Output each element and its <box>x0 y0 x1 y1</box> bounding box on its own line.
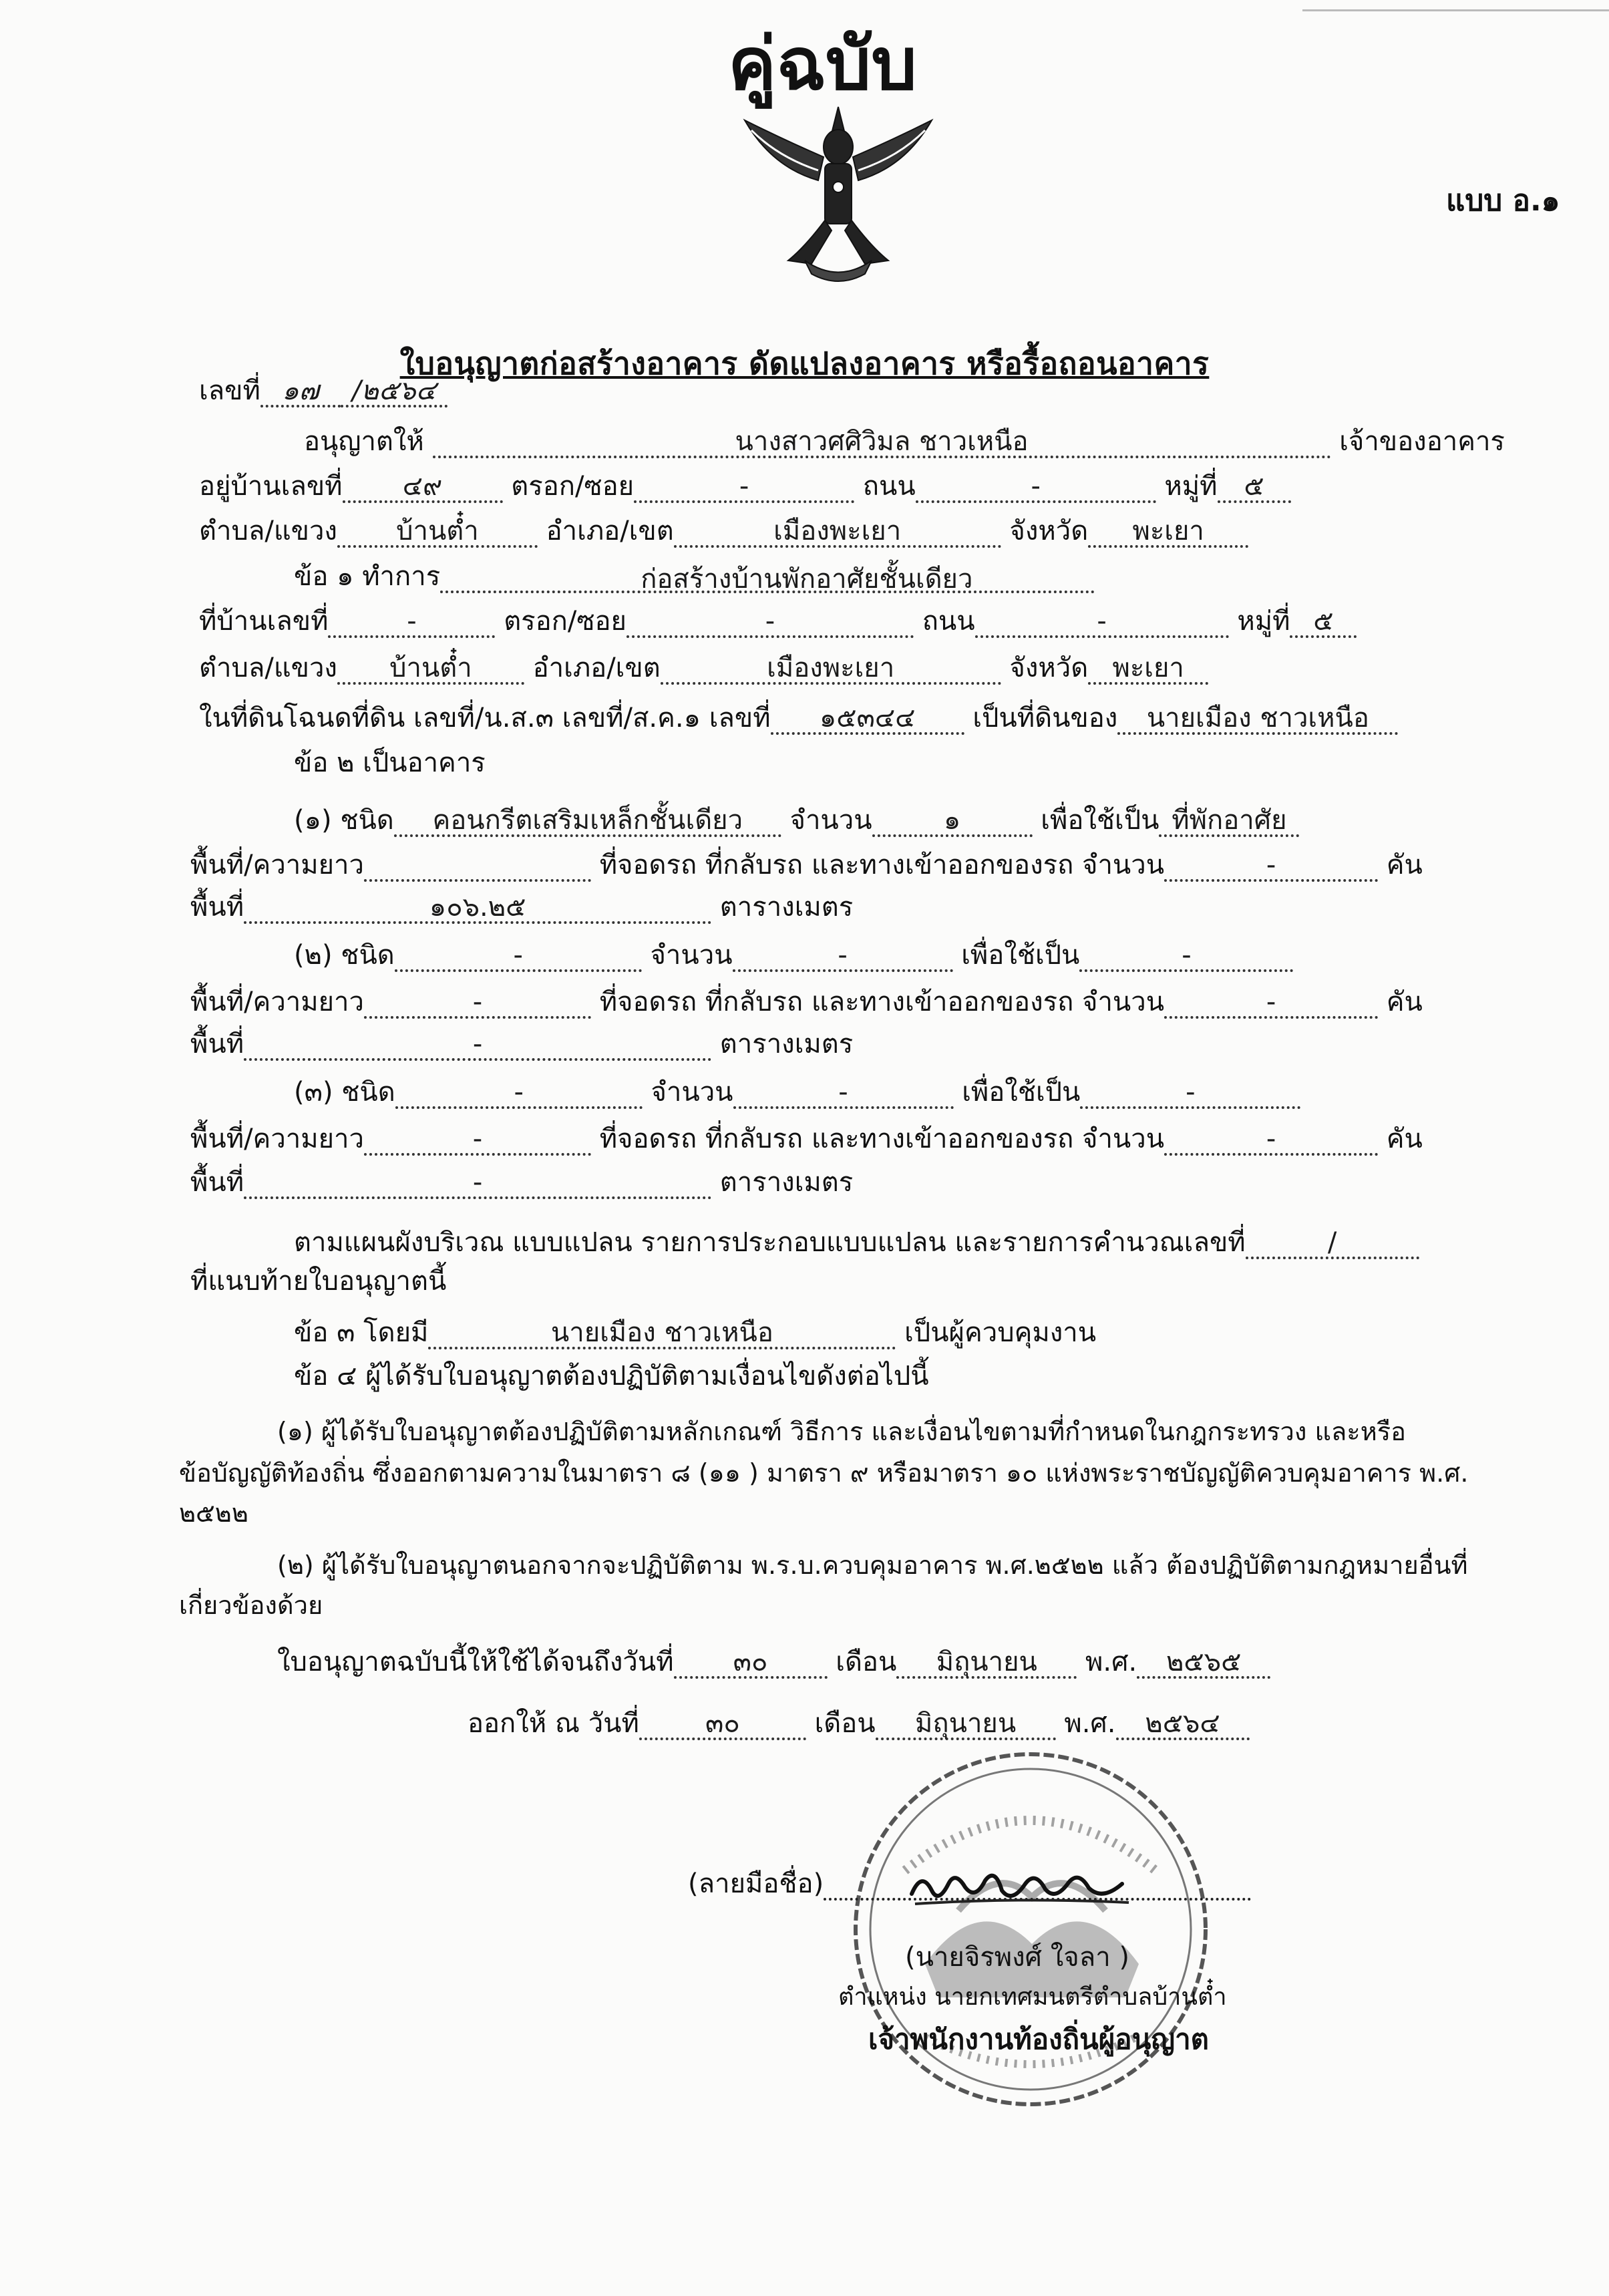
site-moo-label: หมู่ที่ <box>1237 606 1290 637</box>
land-label: ในที่ดินโฉนดที่ดิน เลขที่/น.ส.๓ เลขที่/ส.ค.๑ เลขที่ <box>199 703 771 733</box>
building1-type: คอนกรีตเสริมเหล็กชั้นเดียว <box>394 804 781 837</box>
issued-row <box>468 1707 1250 1740</box>
building1-use: ที่พักอาศัย <box>1159 804 1299 837</box>
permit-number-row <box>199 374 448 407</box>
valid-until-label: ใบอนุญาตฉบับนี้ให้ใช้ได้จนถึงวันที่ <box>277 1647 674 1677</box>
clause2-label: ข้อ ๒ เป็นอาคาร <box>294 748 486 778</box>
condition2-line2: เกี่ยวข้องด้วย <box>179 1591 323 1620</box>
district-label: อำเภอ/เขต <box>546 516 674 546</box>
grantee-row <box>304 425 1505 458</box>
province-label: จังหวัด <box>1009 516 1089 546</box>
alley-label: ตรอก/ซอย <box>511 471 635 502</box>
site-address-row1 <box>199 605 1357 638</box>
building2-parking: - <box>1164 985 1378 1019</box>
building3-row1 <box>294 1076 1300 1109</box>
house-number-value: ๔๙ <box>343 470 503 503</box>
building3-arealen-label: พื้นที่/ความยาว <box>190 1124 364 1154</box>
grantee-label: อนุญาตให้ <box>304 426 424 457</box>
building2-qty-label: จำนวน <box>650 940 733 971</box>
road-label: ถนน <box>862 471 916 502</box>
building3-row3 <box>190 1166 853 1199</box>
building1-car-unit: คัน <box>1386 850 1423 880</box>
owner-address-row1 <box>199 470 1291 503</box>
grantee-name: นางสาวศศิวิมล ชาวเหนือ <box>433 425 1331 458</box>
building2-car-unit: คัน <box>1386 987 1423 1017</box>
site-moo-value: ๕ <box>1290 605 1357 638</box>
building2-area-unit: ตารางเมตร <box>719 1029 854 1059</box>
site-province-label: จังหวัด <box>1009 653 1089 683</box>
subdistrict-label: ตำบล/แขวง <box>199 516 337 546</box>
building3-parking: - <box>1164 1122 1378 1156</box>
building3-car-unit: คัน <box>1386 1124 1423 1154</box>
building1-use-label: เพื่อใช้เป็น <box>1041 805 1159 836</box>
issued-year: ๒๕๖๔ <box>1116 1707 1250 1740</box>
document-title: ใบอนุญาตก่อสร้างอาคาร ดัดแปลงอาคาร หรือรื้อถอนอาคาร <box>399 345 1210 381</box>
copy-label: คู่ฉบับ <box>728 23 917 106</box>
house-number-label: อยู่บ้านเลขที่ <box>199 471 343 502</box>
valid-day: ๓๐ <box>674 1645 828 1679</box>
building1-row2 <box>190 848 1423 882</box>
land-owner-label: เป็นที่ดินของ <box>972 703 1118 733</box>
building1-parking-label: ที่จอดรถ ที่กลับรถ และทางเข้าออกของรถ จำนวน <box>599 850 1165 880</box>
valid-year: ๒๕๖๕ <box>1137 1645 1270 1679</box>
issued-month: มิถุนายน <box>876 1707 1056 1740</box>
subdistrict-value: บ้านต๋ำ <box>337 514 538 548</box>
site-house-value: - <box>328 605 495 638</box>
handwritten-signature <box>902 1857 1142 1917</box>
alley-value: - <box>634 470 854 503</box>
condition1-line2: ข้อบัญญัติท้องถิ่น ซึ่งออกตามความในมาตรา ๘ (๑๑ ) มาตรา ๙ หรือมาตรา ๑๐ แห่งพระราชบัญญัติควบคุมอาคาร พ.ศ. <box>179 1458 1469 1488</box>
building2-row2 <box>190 985 1423 1019</box>
signer-position-label: ตำแหน่ง <box>838 1983 927 2011</box>
signature-label: (ลายมือชื่อ) <box>688 1868 824 1899</box>
province-value: พะเยา <box>1088 514 1248 548</box>
building2-area-label: พื้นที่ <box>190 1029 244 1059</box>
clause4-text: ข้อ ๔ ผู้ได้รับใบอนุญาตต้องปฏิบัติตามเงื่อนไขดังต่อไปนี้ <box>294 1361 929 1391</box>
scan-edge-line <box>1302 9 1609 11</box>
building3-qty-label: จำนวน <box>651 1077 733 1108</box>
building2-index: (๒) ชนิด <box>294 940 395 971</box>
building2-area: - <box>244 1027 711 1061</box>
site-road-value: - <box>975 605 1229 638</box>
condition1-line3: ๒๕๒๒ <box>179 1498 248 1528</box>
clause3-name: นายเมือง ชาวเหนือ <box>428 1316 896 1349</box>
building1-area: ๑๐๖.๒๕ <box>244 890 711 924</box>
building2-type: - <box>395 939 642 972</box>
building2-row1 <box>294 939 1293 972</box>
road-value: - <box>916 470 1156 503</box>
condition1-line1: (๑) ผู้ได้รับใบอนุญาตต้องปฏิบัติตามหลักเกณฑ์ วิธีการ และเงื่อนไขตามที่กำหนดในกฎกระทรวง และหรือ <box>277 1417 1406 1446</box>
permit-number-label: เลขที่ <box>199 375 260 406</box>
site-district-label: อำเภอ/เขต <box>532 653 661 683</box>
issued-year-label: พ.ศ. <box>1064 1708 1116 1739</box>
site-province-value: พะเยา <box>1088 651 1208 685</box>
plan-number: / <box>1246 1226 1419 1259</box>
site-alley-label: ตรอก/ซอย <box>504 606 627 637</box>
plan-row <box>294 1226 1419 1259</box>
plan-text: ตามแผนผังบริเวณ แบบแปลน รายการประกอบแบบแปลน และรายการคำนวณเลขที่ <box>294 1227 1246 1258</box>
building1-area-label: พื้นที่ <box>190 892 244 923</box>
building1-parking: - <box>1164 848 1378 882</box>
site-road-label: ถนน <box>922 606 975 637</box>
valid-month: มิถุนายน <box>896 1645 1077 1679</box>
building3-area: - <box>244 1166 711 1199</box>
clause3-suffix: เป็นผู้ควบคุมงาน <box>904 1317 1097 1348</box>
building1-qty-label: จำนวน <box>789 805 872 836</box>
form-code: แบบ อ.๑ <box>1446 184 1560 218</box>
building1-qty: ๑ <box>872 804 1033 837</box>
land-owner: นายเมือง ชาวเหนือ <box>1117 701 1398 735</box>
land-row <box>199 701 1398 735</box>
official-seal-stamp <box>845 1744 1216 2114</box>
site-alley-value: - <box>627 605 914 638</box>
building1-arealen-label: พื้นที่/ความยาว <box>190 850 364 880</box>
issued-label: ออกให้ ณ วันที่ <box>468 1708 639 1739</box>
building3-area-unit: ตารางเมตร <box>719 1167 854 1198</box>
signer-position-row <box>838 1981 1227 2014</box>
signer-authority: เจ้าพนักงานท้องถิ่นผู้อนุญาต <box>868 2023 1209 2056</box>
building3-use: - <box>1080 1076 1300 1109</box>
grantee-suffix: เจ้าของอาคาร <box>1339 426 1505 457</box>
building2-parking-label: ที่จอดรถ ที่กลับรถ และทางเข้าออกของรถ จำนวน <box>599 987 1165 1017</box>
garuda-emblem-icon <box>725 94 952 287</box>
land-number: ๑๕๓๔๔ <box>771 701 964 735</box>
moo-label: หมู่ที่ <box>1164 471 1218 502</box>
clause3-label: ข้อ ๓ โดยมี <box>294 1317 429 1348</box>
building1-area-unit: ตารางเมตร <box>719 892 854 923</box>
district-value: เมืองพะเยา <box>674 514 1001 548</box>
building3-arealen: - <box>364 1122 591 1156</box>
issued-month-label: เดือน <box>814 1708 876 1739</box>
valid-month-label: เดือน <box>836 1647 897 1677</box>
site-subdistrict-label: ตำบล/แขวง <box>199 653 337 683</box>
building2-arealen: - <box>364 985 591 1019</box>
owner-address-row2 <box>199 514 1248 548</box>
site-house-label: ที่บ้านเลขที่ <box>199 606 329 637</box>
building3-row2 <box>190 1122 1423 1156</box>
site-subdistrict-value: บ้านต๋ำ <box>337 651 524 685</box>
building1-arealen <box>364 848 591 882</box>
building2-row3 <box>190 1027 853 1061</box>
building3-area-label: พื้นที่ <box>190 1167 244 1198</box>
moo-value: ๕ <box>1218 470 1291 503</box>
plan-text2: ที่แนบท้ายใบอนุญาตนี้ <box>190 1266 447 1297</box>
signer-name: (นายจิรพงศ์ ใจลา ) <box>905 1942 1130 1973</box>
clause1-work: ก่อสร้างบ้านพักอาศัยชั้นเดียว <box>440 562 1095 593</box>
building1-row1 <box>294 804 1299 837</box>
permit-number-value: ๑๗ <box>260 374 341 407</box>
clause1-label: ข้อ ๑ ทำการ <box>294 561 441 592</box>
signer-position: นายกเทศมนตรีตำบลบ้านต๋ำ <box>934 1983 1227 2011</box>
site-address-row2 <box>199 651 1208 685</box>
valid-until-row <box>277 1645 1270 1679</box>
building3-parking-label: ที่จอดรถ ที่กลับรถ และทางเข้าออกของรถ จำนวน <box>599 1124 1165 1154</box>
building3-use-label: เพื่อใช้เป็น <box>962 1077 1081 1108</box>
issued-day: ๓๐ <box>639 1707 806 1740</box>
building3-type: - <box>395 1076 643 1109</box>
building3-index: (๓) ชนิด <box>294 1077 395 1108</box>
building1-row3 <box>190 890 853 924</box>
clause1-row <box>294 560 1095 593</box>
condition2-line1: (๒) ผู้ได้รับใบอนุญาตนอกจากจะปฏิบัติตาม พ.ร.บ.ควบคุมอาคาร พ.ศ.๒๕๒๒ แล้ว ต้องปฏิบัติตามกฎหมายอื่นที่ <box>277 1550 1468 1580</box>
building2-arealen-label: พื้นที่/ความยาว <box>190 987 364 1017</box>
building1-index: (๑) ชนิด <box>294 805 394 836</box>
valid-year-label: พ.ศ. <box>1085 1647 1137 1677</box>
clause3-row <box>294 1316 1096 1349</box>
permit-year-value: /๒๕๖๔ <box>341 374 448 407</box>
building2-use-label: เพื่อใช้เป็น <box>961 940 1080 971</box>
building2-use: - <box>1079 939 1293 972</box>
building3-qty: - <box>733 1076 954 1109</box>
building2-qty: - <box>733 939 953 972</box>
site-district-value: เมืองพะเยา <box>661 651 1001 685</box>
